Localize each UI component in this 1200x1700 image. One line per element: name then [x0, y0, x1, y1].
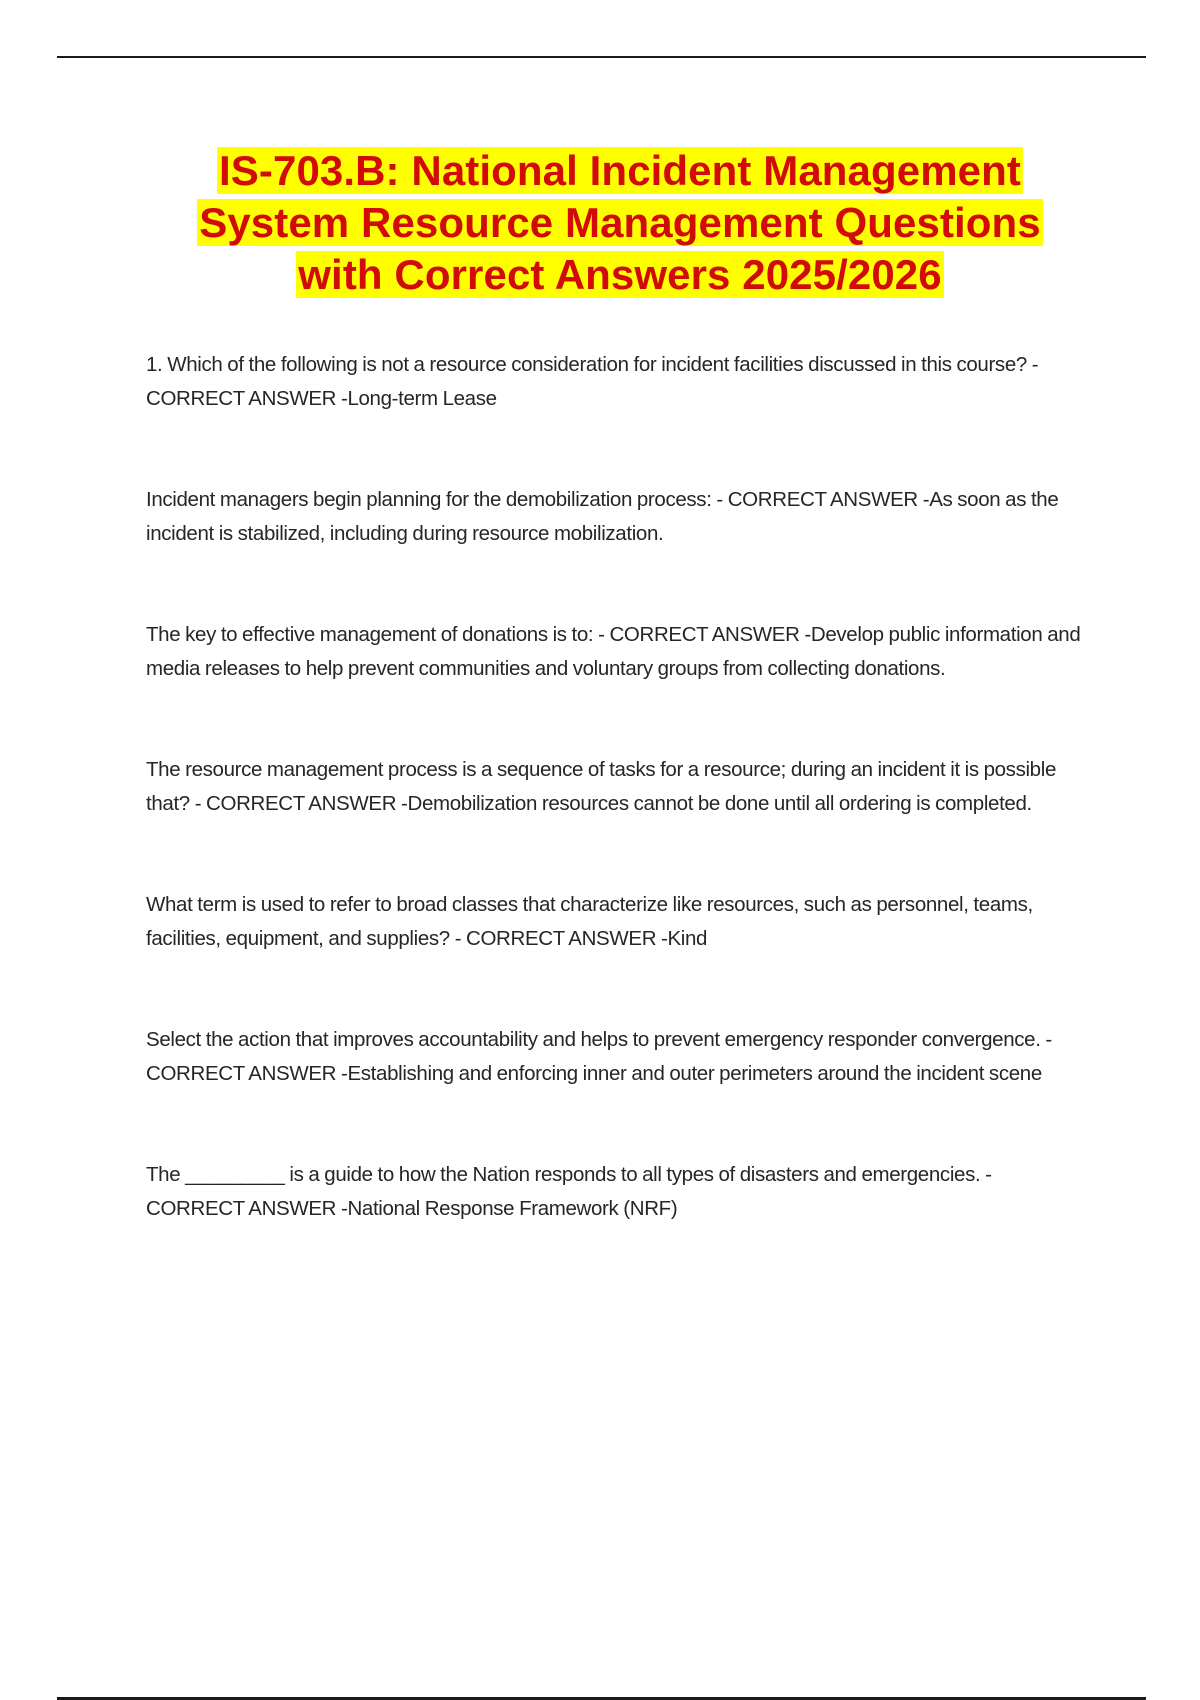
answer-separator: - CORRECT ANSWER - — [449, 927, 668, 950]
title-text-3: with Correct Answers 2025/2026 — [298, 251, 942, 298]
answer-text: Develop public information and media releases to help prevent communities and voluntary groups from collecting donations. — [146, 623, 1081, 680]
title-line-3 — [120, 249, 1120, 301]
question-text: Select the action that improves accountability and helps to prevent emergency responder convergence. — [146, 1028, 1041, 1051]
question-text: 1. Which of the following is not a resource consideration for incident facilities discussed in this course? — [146, 353, 1027, 376]
qa-item-7 — [146, 1158, 1091, 1226]
document-title — [120, 145, 1120, 301]
answer-separator: - CORRECT ANSWER - — [146, 1028, 1052, 1085]
answer-text: Kind — [667, 927, 708, 950]
answer-separator: - CORRECT ANSWER - — [711, 488, 930, 511]
title-line-1 — [120, 145, 1120, 197]
qa-item-6 — [146, 1023, 1091, 1091]
answer-separator: - CORRECT ANSWER - — [593, 623, 811, 646]
answer-separator: - CORRECT ANSWER - — [146, 353, 1039, 410]
qa-item-1 — [146, 348, 1091, 416]
answer-separator: - CORRECT ANSWER - — [146, 1163, 992, 1220]
question-text: What term is used to refer to broad classes that characterize like resources, such as personnel, teams, facilities, equipment, and supplies? — [146, 893, 1033, 950]
qa-item-3 — [146, 618, 1091, 686]
answer-text: As soon as the incident is stabilized, including during resource mobilization. — [146, 488, 1059, 545]
answer-text: Establishing and enforcing inner and outer perimeters around the incident scene — [347, 1062, 1042, 1085]
title-line-2 — [120, 197, 1120, 249]
question-text: The _________ is a guide to how the Nation responds to all types of disasters and emergencies. — [146, 1163, 981, 1186]
question-text: The resource management process is a sequence of tasks for a resource; during an incident it is possible that? — [146, 758, 1056, 815]
qa-item-5 — [146, 888, 1091, 956]
answer-separator: - CORRECT ANSWER - — [189, 792, 408, 815]
answer-text: Long-term Lease — [347, 387, 497, 410]
question-text: The key to effective management of donations is to: — [146, 623, 594, 646]
answer-text: Demobilization resources cannot be done until all ordering is completed. — [407, 792, 1032, 815]
title-text-1: IS-703.B: National Incident Management — [219, 147, 1021, 194]
qa-item-4 — [146, 753, 1091, 821]
answer-text: National Response Framework (NRF) — [347, 1197, 678, 1220]
top-rule — [57, 56, 1146, 58]
title-text-2: System Resource Management Questions — [199, 199, 1041, 246]
qa-item-2 — [146, 483, 1091, 551]
question-answer-list — [146, 348, 1091, 1293]
question-text: Incident managers begin planning for the demobilization process: — [146, 488, 712, 511]
